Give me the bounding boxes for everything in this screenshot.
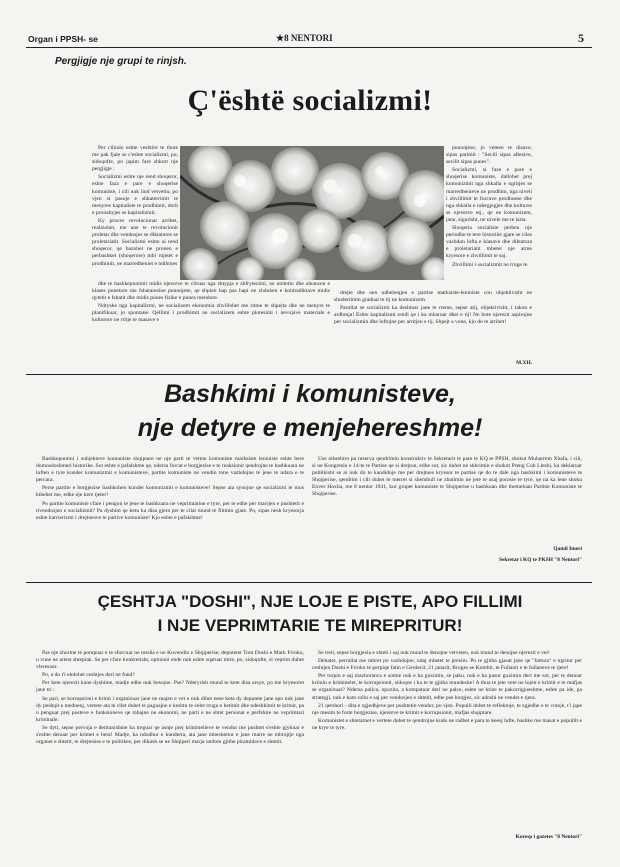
article3-col-left xyxy=(36,650,304,842)
paragraph: Socializmi, si faze e pare e shoqerise komuniste, dallohet prej komunizmit nga shkalla e ngritjes se marredhenieve ne prodhim, nga niveli i zhvillimit te forcave prodhuese dhe nga shkalla e ndergjegjes dhe kultures se njerezve etj., qe ne komunizem, jane, sigurisht, ne nivele me te larta. xyxy=(446,167,532,223)
paragraph: Shoqeria socialiste perben nje periudhe te tere historike gjate se ciles vazhdon lufta e klasave dhe diktatura e proletariatit mbetet nje arme kryesore e zhvillimit te saj. xyxy=(446,225,532,260)
paragraph: dhe te bashkepunimit midis njerezve te cliruar nga shtypja e shfrytezimi, ne unitetin dhe aleancen e klases punetore me fshataresine punonjese, qe shpien hap pas hapi ne zhduken e kontradiktave midis qytetit e fshatit dhe midis punes fizike e punes mendore. xyxy=(92,281,330,302)
paragraph: Parullat se socializmi ka deshtuar jane te rreme, sepse atij, objektivisht, i takon e ardhmja! Eshte kapitalizmi rendi qe i ka mbaruar dhet e tij! Ne bote njerezit aspirojne per socializmin dhe luftojne per arritjen e tij. Shpejt a vone, kjo do te arrihet! xyxy=(334,305,532,326)
article3-col-right xyxy=(312,650,582,830)
article1-col-right-top xyxy=(446,145,532,285)
article2-title-line2: nje detyre e menjehereshme! xyxy=(137,414,483,442)
paragraph: Se pari, se korrupsioni e krimi i organizuar jane ne majen e vet e nuk dihet nese keta dy deputete jane apo nuk jane dy peshqit e mednenj, vertete ata te cilet duhet te paguajne e keshtu te celet rruga e hetimit dhe ndeshkimit te krimit, pa u penguar prej posteve e funksioneve qe mbajne ne ekonomi, ne parti e ne shtet personat e perfshire ne veprimtari kriminale. xyxy=(36,695,304,723)
article3-title-line2: I NJE VEPRIMTARIE TE MIREPRITUR! xyxy=(157,616,463,635)
paragraph: Per cilindo eshte veshtire te thote me pak fjale se c'eshte socializmi, po, sidoqofte, po japim fare shkurt nje pergjigje : xyxy=(92,145,178,173)
paragraph: Perse partite e borgjezise bashkohen kunder komunizmit e komunisteve! Sepse ata synojne qe socializmi te mos kthehet me, edhe nje here tjeter! xyxy=(36,485,304,499)
paragraph: Per kete njerezit kane dyshime, madje edhe nuk besojne. Pse? Nderyrish mund te kete disa arsye, po me kryesoret jane tri : xyxy=(36,680,304,694)
article1-signature: M.XH. xyxy=(516,360,532,366)
paragraph: Per turpin e saj mazhoranca e sotme nuk e ka guximin, se paku, nuk e ka pasur guximin deri me sot, per te dennar krimin e kriminelet, te korrupsionit, sidoqoe i ka te te gjitha mundesite! A thua te jete vete ne lojen e krimit e te mafjas se organizuar? Ndersa palica, opozita, a kompatuar deri ne palce, eshte ne krize te pakorrigjueshme, eshte pa ide, pa strategji, nuk e kam rolin e saj per vendosjen e shtetit, edhe pse borgjez, sic adoshi ne vendet e tjera. xyxy=(312,673,582,701)
paragraph: drejte dhe nen udheheqjen e partise marksiste-leniniste con objektivisht ne shndertimin gradual te tij ne komunizem. xyxy=(334,290,532,304)
article2-signature-name: Qamil Imeri xyxy=(553,546,582,552)
article1-col-right-bottom xyxy=(334,290,532,356)
paragraph: Use nibeshtro pa rezerva qendrimin konstruktiv te Sekretarit te pare te KQ te PPSH, shokut Muharrem Xhafa, i cili, si ne Kongresin e 14-te te Partise qe si drejton, edhe sot, sic duhet ne shkrimin e shokut Preng Cub Lleshi, ka deklaruar publikisht se ai nuk do te kandidoje me per drejtues kryesor te partise qe do te dale nga bashkimi i komunisteve te Shqiperise, qendrim i cili duhet te merret si shembull ne zbatimin ne jete te asaj porosie te tyre, qe na ka lene shoku Enver Hoxha, me 8 nentor 1941, kur grupet komuniste te Shqiperise u bashkuan dhe themeluan Partine Komuniste te Shqiperise. xyxy=(312,456,582,498)
paragraph: Po partite komuniste cfare i pengon te jene te bashkuara ne veprimtarine e tyre, per te edhe per marrjen e pushtetit e rivendosjen e socializmit? Pa dyshim qe ketu ka disa gjera per te cilat mund te flitmin gjate. Po, sipas nesh kryesorja eshte karrierizmi i drejtuesve te partive komuniste! Kjo eshte e pafalshme! xyxy=(36,500,304,521)
paragraph: Socializmi eshte nje rend shoqeror, eshte faza e pare e shoqerise komuniste, i cili nuk lind vetvetiu, po vjen si pasoje e shkaterrimit te menyres kapitaliste te prodhimit, dorh e pronabyjes se kapitalizmit. xyxy=(92,174,178,216)
paragraph: Komunistet e shtetarnet e vertete duhet te qendrojne kudo ne radhet e para te keesj lufte, bashke me masat e popullit e ne krye te tyre. xyxy=(312,717,582,731)
page-number: 5 xyxy=(578,31,584,45)
article3-signature: Koresp i gazetes "8 Nentori" xyxy=(515,834,582,840)
article1-col-left-bottom xyxy=(92,281,330,367)
paragraph: Se dyti, sepse pervoja e deritanishme ka treguar qe asnje prej kriminelieve te vendur me pushtet s'eshte gjykuar e s'eshte denuar per krimet e bera! Madje, ka ndodhur e kunderta, ata jane mbeshtetur e jane marre ne mbrojtje nga organet e shtetit, te drejtesise e te politikes, per dikush se ne Shqiperi marja undom gjithe piramidave e shtetit. xyxy=(36,724,304,746)
header-organ: Organ i PPSH- se xyxy=(28,34,98,44)
paragraph: Pas nje zhurme te pompuar e te sforcuar ne media e ne Kuvendin e Shqiperise, deputetet Tom Doshi e Mark Frroku, u vune ne artest shtepiak. Se per cfare konkretisht, opinioni ende nuk eshte sqaruar mire, po, sidoqofte, si veprim duhet vleresuar. xyxy=(36,650,304,671)
article-kicker: Pergjigje nje grupi te rinjsh. xyxy=(55,56,187,67)
article2-col-left xyxy=(36,456,304,578)
paragraph: Se treti, sepse borgjezia e shteti i saj nuk mund te denojne vetveten, nuk mund te denojne njerezit e vet! xyxy=(318,650,550,656)
paragraph: Zhvillimi i socializmit ne rruge te xyxy=(452,261,528,268)
article2-title-line1: Bashkimi i komunisteve, xyxy=(164,380,456,408)
photo-image xyxy=(180,146,444,280)
article3-title-line1: ÇESHTJA "DOSHI", NJE LOJE E PISTE, APO FILLIMI xyxy=(97,592,523,611)
article2-col-right xyxy=(312,456,582,542)
paragraph: 21 qershori - dita e zgjedhjeve per pushtetin vendor, po vjen. Populli duhet te reflektoje, te zgjedhe e te votoje, t'i jape nje mesim te forte borgjezise, njerezve te krimit e korrupsionit, mafjas shqiptare. xyxy=(312,702,582,716)
paragraph: Ndryshe nga kapitalizmi, ne socializem ekonomia zhvillohet me ritme te shpejta dhe ne menyre te planifikuar, jo spontane. Qellimi i prodhimit ne socializem eshte plotesimi i nevojave materiale e kulturore ne rritje te masave e xyxy=(92,303,330,324)
section-divider xyxy=(26,582,592,583)
article1-col-left-top xyxy=(92,145,178,279)
paragraph: punonjese, jo veteen te disave, sipas parimit : "Secili sipas aftesive, secilit sipas punes". xyxy=(446,145,532,166)
paragraph: Debatet, perrallat me mbret po vazhdojne, ndaj mbetet te presim. Po te gjitha gjasat jane qe "fattura" e ngritur per ceshtjen Doshi e Frroku te perpiqe fatin e Gerdecit, 21 janarit, Rruges se Kombit, te Fullanit e te fullaneve te tjere! xyxy=(312,658,582,672)
paragraph: Bashkepunimi i subjekteve komuniste shqiptare ne nje parti te vetme komuniste marksiste leniniste eshte bere domosdoshmeri historike. Sot eshte e pafalshme qe, ndersa forcat e borgjezise e te reaksionit qendrojne te bashkuara ne luften e tyre kunder komunizmit e komunisteve, partite komuniste ne vendin tone vazhdojne te jene te ndara e te percara. xyxy=(36,456,304,484)
header-rule xyxy=(26,47,592,48)
cherry-blossom-photo xyxy=(180,146,444,280)
section-divider xyxy=(26,374,592,375)
article2-signature-role: Sekretar i KQ te PKSH "8 Nentori" xyxy=(498,557,582,563)
masthead-title: ★8 NENTORI xyxy=(276,33,333,43)
paragraph: Ky proces revolucionar arrihet, realizohet, me ane te revolucionit proletar dhe vendosjes se diktatures se proletariatit. Socializmi eshte ai rend shoqeror, qe bazohet ne pronen e perbashket (shoqerore) mbi mjetet e prodhimit, ne marredheniet e ndihmes xyxy=(92,217,178,267)
article-title: Ç'është socializmi! xyxy=(187,84,433,117)
paragraph: Po, a do t'i ekdohet ceshtjes deri ne fund? xyxy=(42,672,135,679)
